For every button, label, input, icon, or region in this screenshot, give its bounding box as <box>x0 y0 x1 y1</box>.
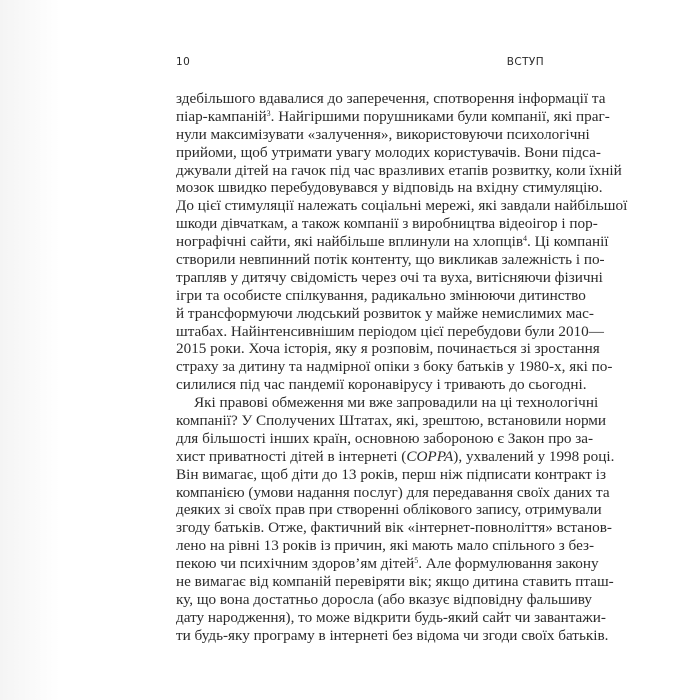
footnote-ref[interactable]: 3 <box>266 108 271 118</box>
paragraph-1 <box>176 90 628 394</box>
footnote-ref[interactable]: 5 <box>414 556 419 566</box>
page-edge-shadow <box>0 0 60 700</box>
text-line: нули максимізувати «залучення», використовуючи психологічні <box>176 125 590 143</box>
page-number: 10 <box>176 56 191 68</box>
text-line: компанією (умови надання послуг) для передавання своїх даних та <box>176 483 610 501</box>
body-text <box>176 90 628 645</box>
text-line: мозок швидко перебудовувався у відповідь на вхідну стимуляцію. <box>176 179 603 197</box>
text-line: нографічні сайти, які найбільше вплинули на хлопців$^4$. Ці компанії <box>176 233 609 251</box>
text-line: компанії? У Сполучених Штатах, які, зрештою, встановили норми <box>176 412 607 430</box>
italic-term: COPPA <box>406 447 454 465</box>
text-line: дату народження), то може відкрити будь-який сайт чи завантажи- <box>176 608 606 626</box>
text-line: прийоми, щоб утримати увагу молодих користувачів. Вони підса- <box>176 143 601 161</box>
text-line: трапляв у дитячу свідомість через очі та вуха, витісняючи фізичні <box>176 268 603 286</box>
running-header <box>176 56 544 72</box>
text-line: й трансформуючи людський розвиток у майже немислимих мас- <box>176 304 594 322</box>
text-line: здебільшого вдавалися до заперечення, спотворення інформації та <box>176 90 606 107</box>
text-line: ти будь-яку програму в інтернеті без відома чи згоди своїх батьків. <box>176 626 609 644</box>
text-line: деяких зі своїх прав при створенні облікового запису, отримували <box>176 501 602 519</box>
text-line: згоду батьків. Отже, фактичний вік «інтернет-повноліття» встанов- <box>176 519 612 537</box>
text-line: лено на рівні 13 років із причин, які мають мало спільного з без- <box>176 537 595 555</box>
text-line: ігри та особисте спілкування, радикально змінюючи дитинство <box>176 286 586 304</box>
paragraph-2 <box>176 394 615 644</box>
text-line: для більшості інших країн, основною забороною є Закон про за- <box>176 429 594 447</box>
text-line: 2015 роки. Хоча історія, яку я розповім, починається зі зростання <box>176 340 600 358</box>
text-line: пекою чи психічним здоров’ям дітей$^5$. Але формулювання закону <box>176 555 599 573</box>
text-line: штабах. Найінтенсивнішим періодом цієї перебудови були 2010— <box>176 322 604 340</box>
text-line: ку, що вона достатньо доросла (або вказує відповідну фальшиву <box>176 590 593 608</box>
text-line: Він вимагає, щоб діти до 13 років, перш ніж підписати контракт із <box>176 465 606 483</box>
text-line: страху за дитину та надмірної опіки з боку батьків у 1980-х, які по- <box>176 358 613 376</box>
text-line: не вимагає від компаній перевіряти вік; якщо дитина ставить пташ- <box>176 573 614 591</box>
text-line: До цієї стимуляції належать соціальні мережі, які завдали найбільшої <box>176 197 628 215</box>
text-line: піар-кампаній$^3$. Найгіршими порушниками були компанії, які праг- <box>176 107 610 125</box>
running-title: ВСТУП <box>506 56 544 68</box>
text-line: силилися під час пандемії коронавірусу і тривають до сьогодні. <box>176 376 587 394</box>
text-line: джували дітей на гачок під час вразливих етапів розвитку, коли їхній <box>176 161 622 179</box>
text-line: створили невпинний потік контенту, що викликав залежність і по- <box>176 251 605 269</box>
text-line: Які правові обмеження ми вже запровадили на ці технологічні <box>194 394 599 412</box>
footnote-ref[interactable]: 4 <box>522 234 527 244</box>
text-line: хист приватності дітей в інтернеті (COPPA), ухвалений у 1998 році. <box>176 447 615 465</box>
text-line: шкоди дівчаткам, а також компанії з виробництва відеоігор і пор- <box>176 215 598 233</box>
